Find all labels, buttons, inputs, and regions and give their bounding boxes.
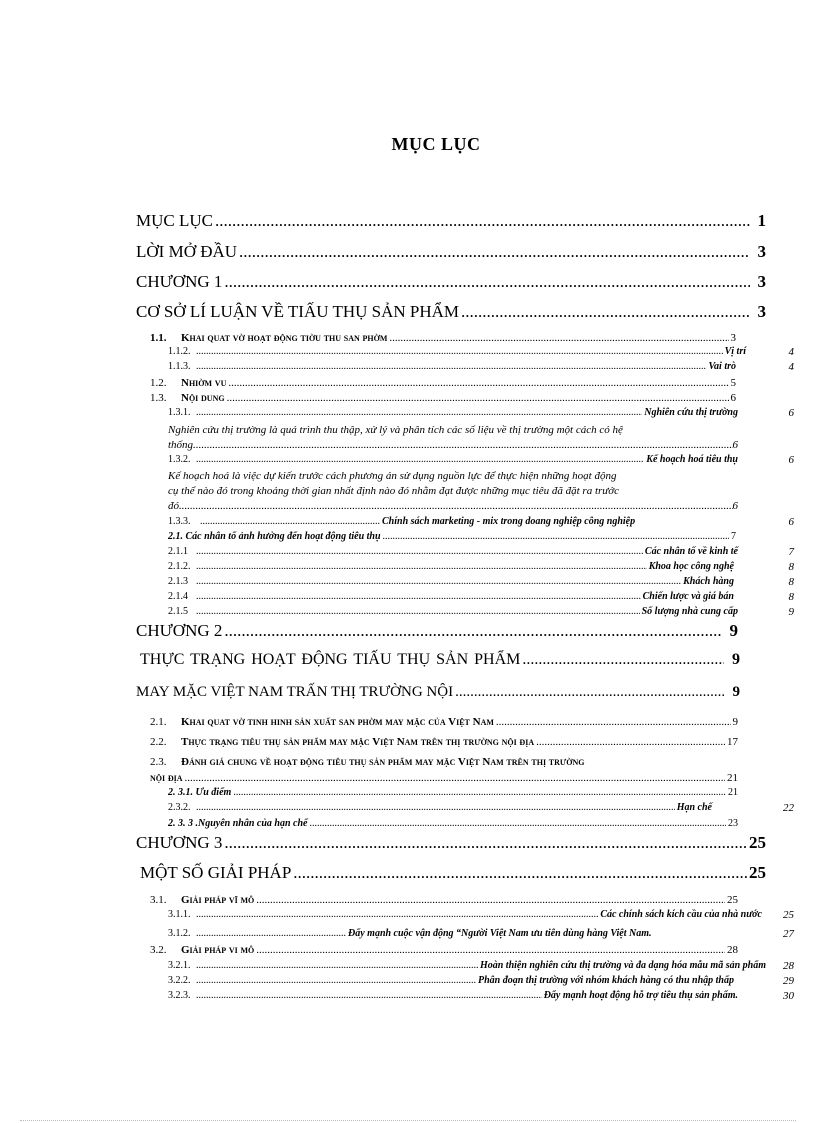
toc-entry[interactable]: 3.2.2. ..... Phân đoạn thị trường với nhóm khách hàng có thu nhập thấp xyxy=(168,975,734,986)
toc-entry[interactable]: THỰC TRẠNG HOẠT ĐỘNG TIẤU THỤ SẢN PHẨM ..... 9 xyxy=(140,651,740,669)
toc-entry[interactable]: 2.1.1 ..... Các nhân tố về kinh tế xyxy=(168,546,738,557)
toc-entry[interactable]: 2.1.5 ..... Số lượng nhà cung cấp xyxy=(168,606,738,617)
toc-page-number: 4 xyxy=(788,346,794,358)
toc-entry[interactable]: 1.3.2. ..... Kế hoạch hoá tiêu thụ xyxy=(168,454,738,465)
toc-entry[interactable]: 1.1. Khai quat vờ hoạt động tiờu thu san phờm ..... 3 xyxy=(150,332,736,344)
toc-page-number: 4 xyxy=(788,361,794,373)
toc-page-number: 9 xyxy=(788,606,794,618)
toc-page-number: 6 xyxy=(788,454,794,466)
toc-entry[interactable]: 2.3.2. ..... Hạn chế xyxy=(168,802,712,813)
toc-entry[interactable]: 3.2.1. ..... Hoàn thiện nghiên cứu thị trường và đa dạng hóa mẫu mã sản phẩm xyxy=(168,960,766,971)
toc-entry[interactable]: 2. 3.1. Ưu điểm ..... 21 xyxy=(168,787,738,798)
toc-entry[interactable]: 1.3.3. ..... Chính sách marketing - mix trong doang nghiệp công nghiệp xyxy=(168,516,738,527)
toc-entry[interactable]: 1.1.2. ..... Vị trí xyxy=(168,346,746,357)
toc-entry[interactable]: MAY MẶC VIỆT NAM TRẤN THỊ TRƯỜNG NỘI ..... 9 xyxy=(136,684,740,701)
toc-page-number: 8 xyxy=(788,576,794,588)
toc-page-number: 29 xyxy=(783,975,794,987)
page-bottom-rule xyxy=(20,1120,796,1121)
toc-paragraph: Nghiên cứu thị trường là quá trình thu thập, xử lý và phân tích các số liệu về thị trường một cách có hệ thống. ..... 6 xyxy=(168,423,738,453)
toc-entry[interactable]: 1.2. Nhiờm vu ..... 5 xyxy=(150,377,736,389)
toc-paragraph: Kế hoạch hoá là việc dự kiến trước cách phương án sử dụng nguồn lực để thực hiện những hoạt động cụ thể nào đó trong khoảng thời gian nhất định nào đó nhằm đạt được những mục tiêu đã đặt ra trước đó. ..... 6 xyxy=(168,469,738,514)
page-title: MỤC LỤC xyxy=(391,134,481,154)
toc-entry[interactable]: 2.1. Khai quat vờ tinh hinh sản xuất san phờm may mặc của Việt Nam ..... 9 xyxy=(150,716,738,728)
toc-entry[interactable]: CƠ SỞ LÍ LUẬN VỀ TIẤU THỤ SẢN PHẨM ..... 3 xyxy=(136,302,766,322)
toc-page-number: 8 xyxy=(788,591,794,603)
toc-entry[interactable]: MỘT SỐ GIẢI PHÁP ..... 25 xyxy=(140,863,766,883)
toc-entry[interactable]: 3.1. Giải pháp vĩ mô ..... 25 xyxy=(150,894,738,906)
toc-entry[interactable]: 2.1.4 ..... Chiến lược và giá bán xyxy=(168,591,734,602)
toc-entry[interactable]: 2.2. Thực trạng tiêu thụ sản phẩm may mặc Việt Nam trên thị trường nội địa ..... 17 xyxy=(150,736,738,748)
toc-entry[interactable]: 2.1.2. ..... Khoa học công nghệ xyxy=(168,561,734,572)
toc-page-number: 6 xyxy=(788,407,794,419)
toc-page-number: 8 xyxy=(788,561,794,573)
toc-entry[interactable]: 1.3.1. ..... Nghiên cứu thị trường xyxy=(168,407,738,418)
toc-page-number: 30 xyxy=(783,990,794,1002)
toc-entry[interactable]: nội địa ..... 21 xyxy=(150,772,738,784)
toc-entry[interactable]: 3.1.2. ..... Đẩy mạnh cuộc vận động “Người Việt Nam ưu tiên dùng hàng Việt Nam. xyxy=(168,928,756,939)
toc-entry[interactable]: MỤC LỤC ..... 1 xyxy=(136,211,766,231)
toc-entry[interactable]: 2. 3. 3 .Nguyên nhân của hạn chế ..... 23 xyxy=(168,818,738,829)
toc-page-number: 28 xyxy=(783,960,794,972)
toc-page-number: 25 xyxy=(783,909,794,921)
toc-page-number: 22 xyxy=(783,802,794,814)
toc-entry[interactable]: 2.1. Các nhân tố ảnh hưởng đến hoạt động tiêu thụ ..... 7 xyxy=(168,531,736,542)
toc-entry[interactable]: 2.3. Đánh giá chung về hoạt động tiêu thụ sản phẩm may mặc Việt Nam trên thị trường xyxy=(150,756,585,768)
toc-entry[interactable]: 1.3. Nội dung ..... 6 xyxy=(150,392,736,404)
toc-page-number: 27 xyxy=(783,928,794,940)
toc-entry[interactable]: CHƯƠNG 1 ..... 3 xyxy=(136,272,766,292)
toc-entry[interactable]: 1.1.3. ..... Vai trò xyxy=(168,361,736,372)
toc-entry[interactable]: 3.2. Giải pháp vi mô ..... 28 xyxy=(150,944,738,956)
toc-entry[interactable]: 2.1.3 ..... Khách hàng xyxy=(168,576,734,587)
toc-entry[interactable]: 3.1.1. ..... Các chính sách kích cầu của nhà nước xyxy=(168,909,762,920)
toc-page-number: 6 xyxy=(788,516,794,528)
toc-entry[interactable]: LỜI MỞ ĐẦU ..... 3 xyxy=(136,242,766,262)
toc-entry[interactable]: CHƯƠNG 3 ..... 25 xyxy=(136,833,766,853)
toc-entry[interactable]: 3.2.3. ..... Đẩy mạnh hoạt động hỗ trợ tiêu thụ sản phẩm. xyxy=(168,990,738,1001)
toc-entry[interactable]: CHƯƠNG 2 ..... 9 xyxy=(136,621,738,641)
toc-page-number: 7 xyxy=(788,546,794,558)
